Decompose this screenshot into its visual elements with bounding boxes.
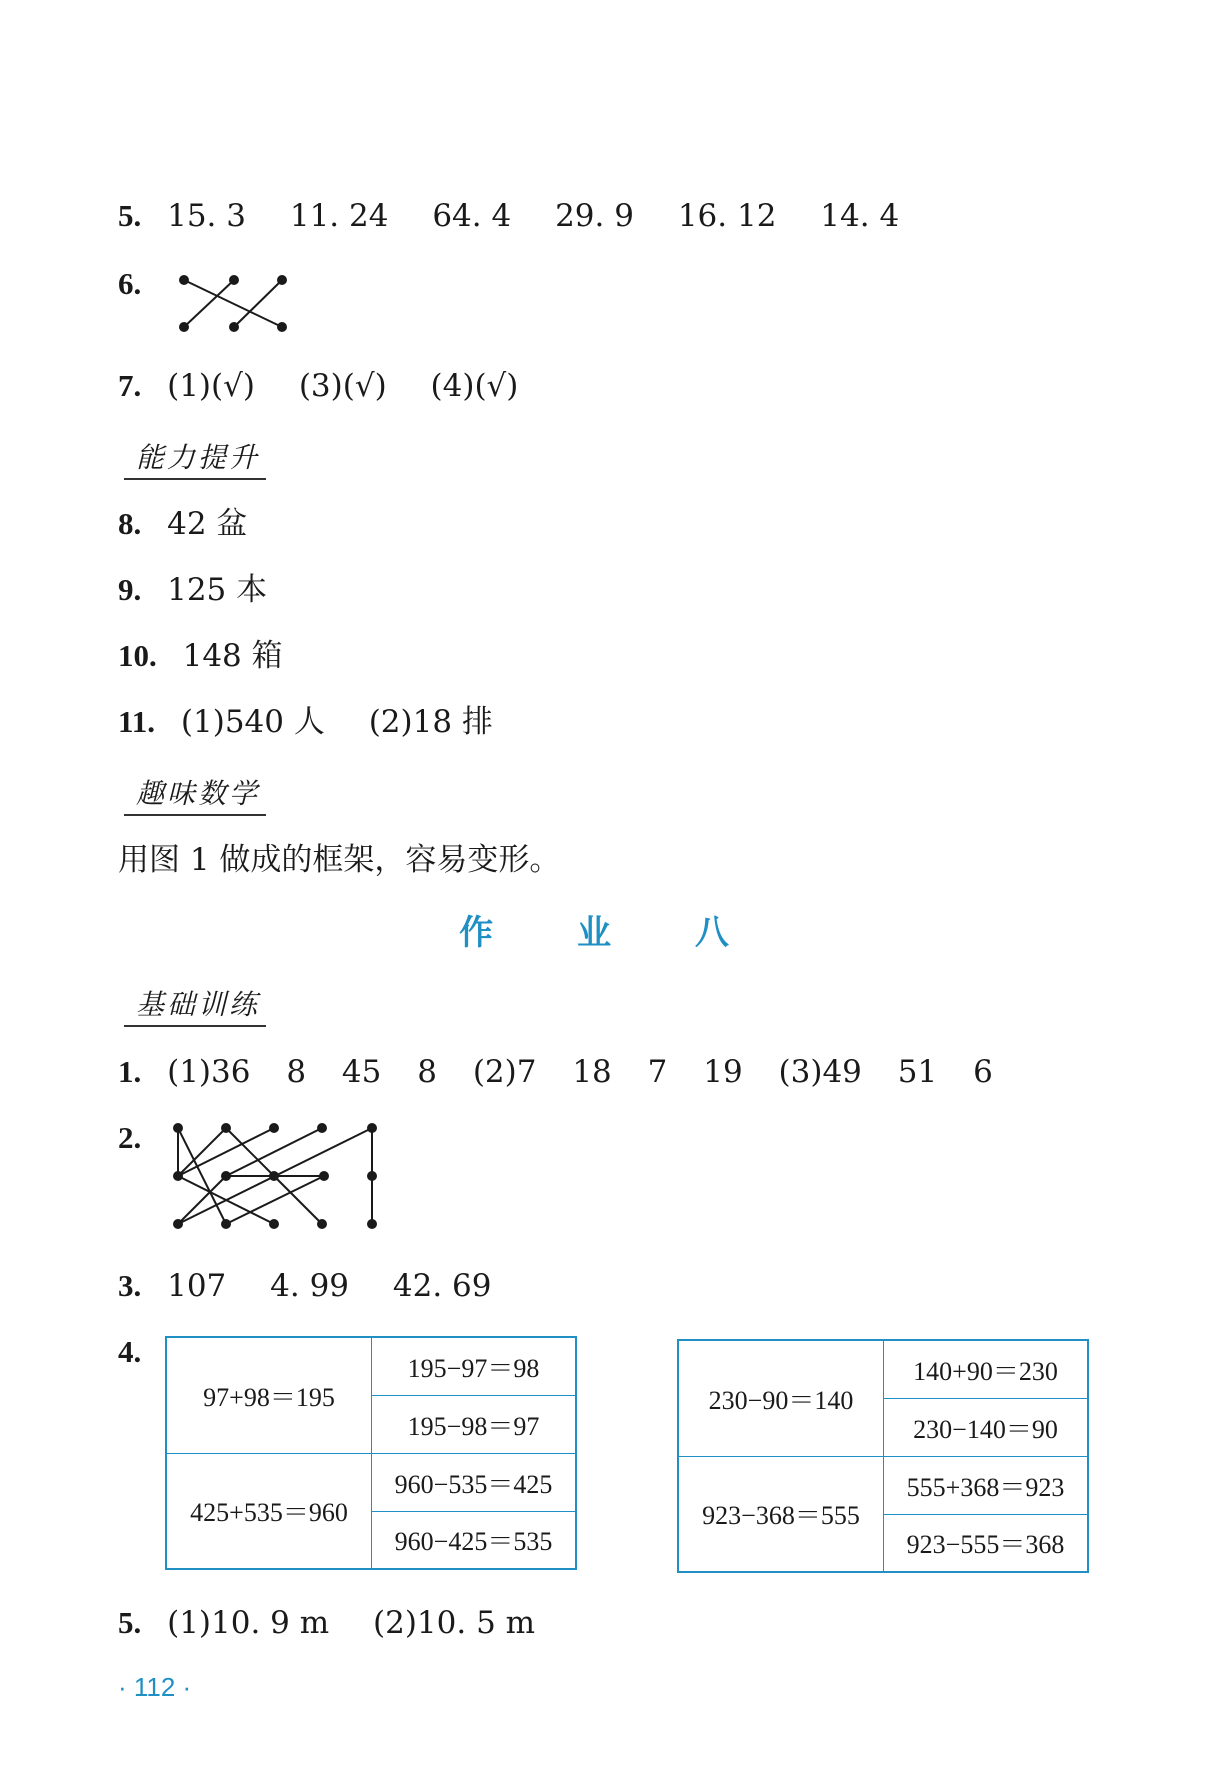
answer-value: 11. 24 xyxy=(289,198,389,234)
answer-value: 15. 3 xyxy=(167,198,246,234)
answer-value: 8 xyxy=(417,1054,437,1090)
equation-table-right xyxy=(677,1339,1089,1573)
question-number: 8. xyxy=(118,506,142,541)
answer-5 xyxy=(118,196,899,236)
equation-table-left xyxy=(165,1336,577,1570)
answer-11 xyxy=(118,702,493,742)
answer-value: 4. 99 xyxy=(270,1268,350,1304)
question-number: 9. xyxy=(118,572,142,607)
question-number: 11. xyxy=(118,704,156,739)
answer-value: 18 xyxy=(572,1054,612,1090)
equation-cell: 230−90＝140 xyxy=(678,1340,884,1456)
answer-value: 7 xyxy=(647,1054,668,1090)
question-number: 1. xyxy=(118,1054,142,1089)
question-number: 5. xyxy=(118,1605,142,1640)
answer-value: 19 xyxy=(703,1054,743,1090)
answer-value: 42. 69 xyxy=(392,1268,492,1304)
answer-value: (1)36 xyxy=(167,1054,251,1090)
answer-value: 29. 9 xyxy=(555,198,634,234)
answer-value: 42 盆 xyxy=(167,506,248,542)
fun-answer: 用图 1 做成的框架，容易变形。 xyxy=(118,842,561,878)
equation-cell: 425+535＝960 xyxy=(166,1453,372,1569)
equation-cell: 230−140＝90 xyxy=(884,1398,1089,1456)
page-number: · 112 · xyxy=(118,1672,192,1702)
equation-cell: 923−555＝368 xyxy=(884,1514,1089,1572)
answer-value: (3)(√) xyxy=(298,368,387,404)
answer-7 xyxy=(118,366,518,406)
answer-8 xyxy=(118,504,247,544)
answer-value: 14. 4 xyxy=(820,198,900,234)
section-fun: 趣味数学 xyxy=(124,772,266,816)
answer-value: 8 xyxy=(286,1054,307,1090)
equation-cell: 97+98＝195 xyxy=(166,1337,372,1453)
answer-value: 45 xyxy=(341,1054,382,1090)
answer-h4 xyxy=(118,1332,157,1372)
answer-h3 xyxy=(118,1266,492,1306)
equation-cell: 923−368＝555 xyxy=(678,1456,884,1572)
matching-diagram-6 xyxy=(170,270,300,336)
matching-diagram-2 xyxy=(160,1118,390,1236)
answer-value: 51 xyxy=(897,1054,938,1090)
question-number: 2. xyxy=(118,1120,142,1155)
equation-cell: 960−535＝425 xyxy=(372,1453,577,1511)
question-number: 10. xyxy=(118,638,157,673)
section-ability: 能力提升 xyxy=(124,436,266,480)
answer-value: (2)10. 5 m xyxy=(373,1605,536,1641)
question-number: 3. xyxy=(118,1268,142,1303)
answer-value: (1)10. 9 m xyxy=(167,1605,330,1641)
answer-value: 125 本 xyxy=(167,572,268,608)
answer-value: 107 xyxy=(167,1268,227,1304)
equation-cell: 555+368＝923 xyxy=(884,1456,1089,1514)
answer-value: (1)540 人 xyxy=(180,704,325,740)
answer-value: 64. 4 xyxy=(432,198,512,234)
answer-value: 16. 12 xyxy=(677,198,777,234)
answer-value: (3)49 xyxy=(778,1054,862,1090)
equation-cell: 195−97＝98 xyxy=(372,1337,577,1395)
equation-cell: 140+90＝230 xyxy=(884,1340,1089,1398)
answer-10 xyxy=(118,636,283,676)
question-number: 5. xyxy=(118,198,142,233)
answer-6 xyxy=(118,264,157,304)
answer-h2 xyxy=(118,1118,157,1158)
answer-h1 xyxy=(118,1052,993,1092)
answer-value: (1)(√) xyxy=(167,368,255,404)
section-basic: 基础训练 xyxy=(124,983,266,1027)
question-number: 7. xyxy=(118,368,142,403)
answer-h5 xyxy=(118,1603,535,1643)
question-number: 4. xyxy=(118,1334,142,1369)
answer-value: 6 xyxy=(973,1054,993,1090)
equation-cell: 960−425＝535 xyxy=(372,1511,577,1569)
answer-9 xyxy=(118,570,267,610)
answer-value: (2)18 排 xyxy=(368,704,493,740)
answer-value: (4)(√) xyxy=(430,368,519,404)
answer-value: 148 箱 xyxy=(182,638,283,674)
answer-value: (2)7 xyxy=(472,1054,537,1090)
equation-cell: 195−98＝97 xyxy=(372,1395,577,1453)
assignment-title: 作 业 八 xyxy=(459,913,765,953)
question-number: 6. xyxy=(118,266,142,301)
